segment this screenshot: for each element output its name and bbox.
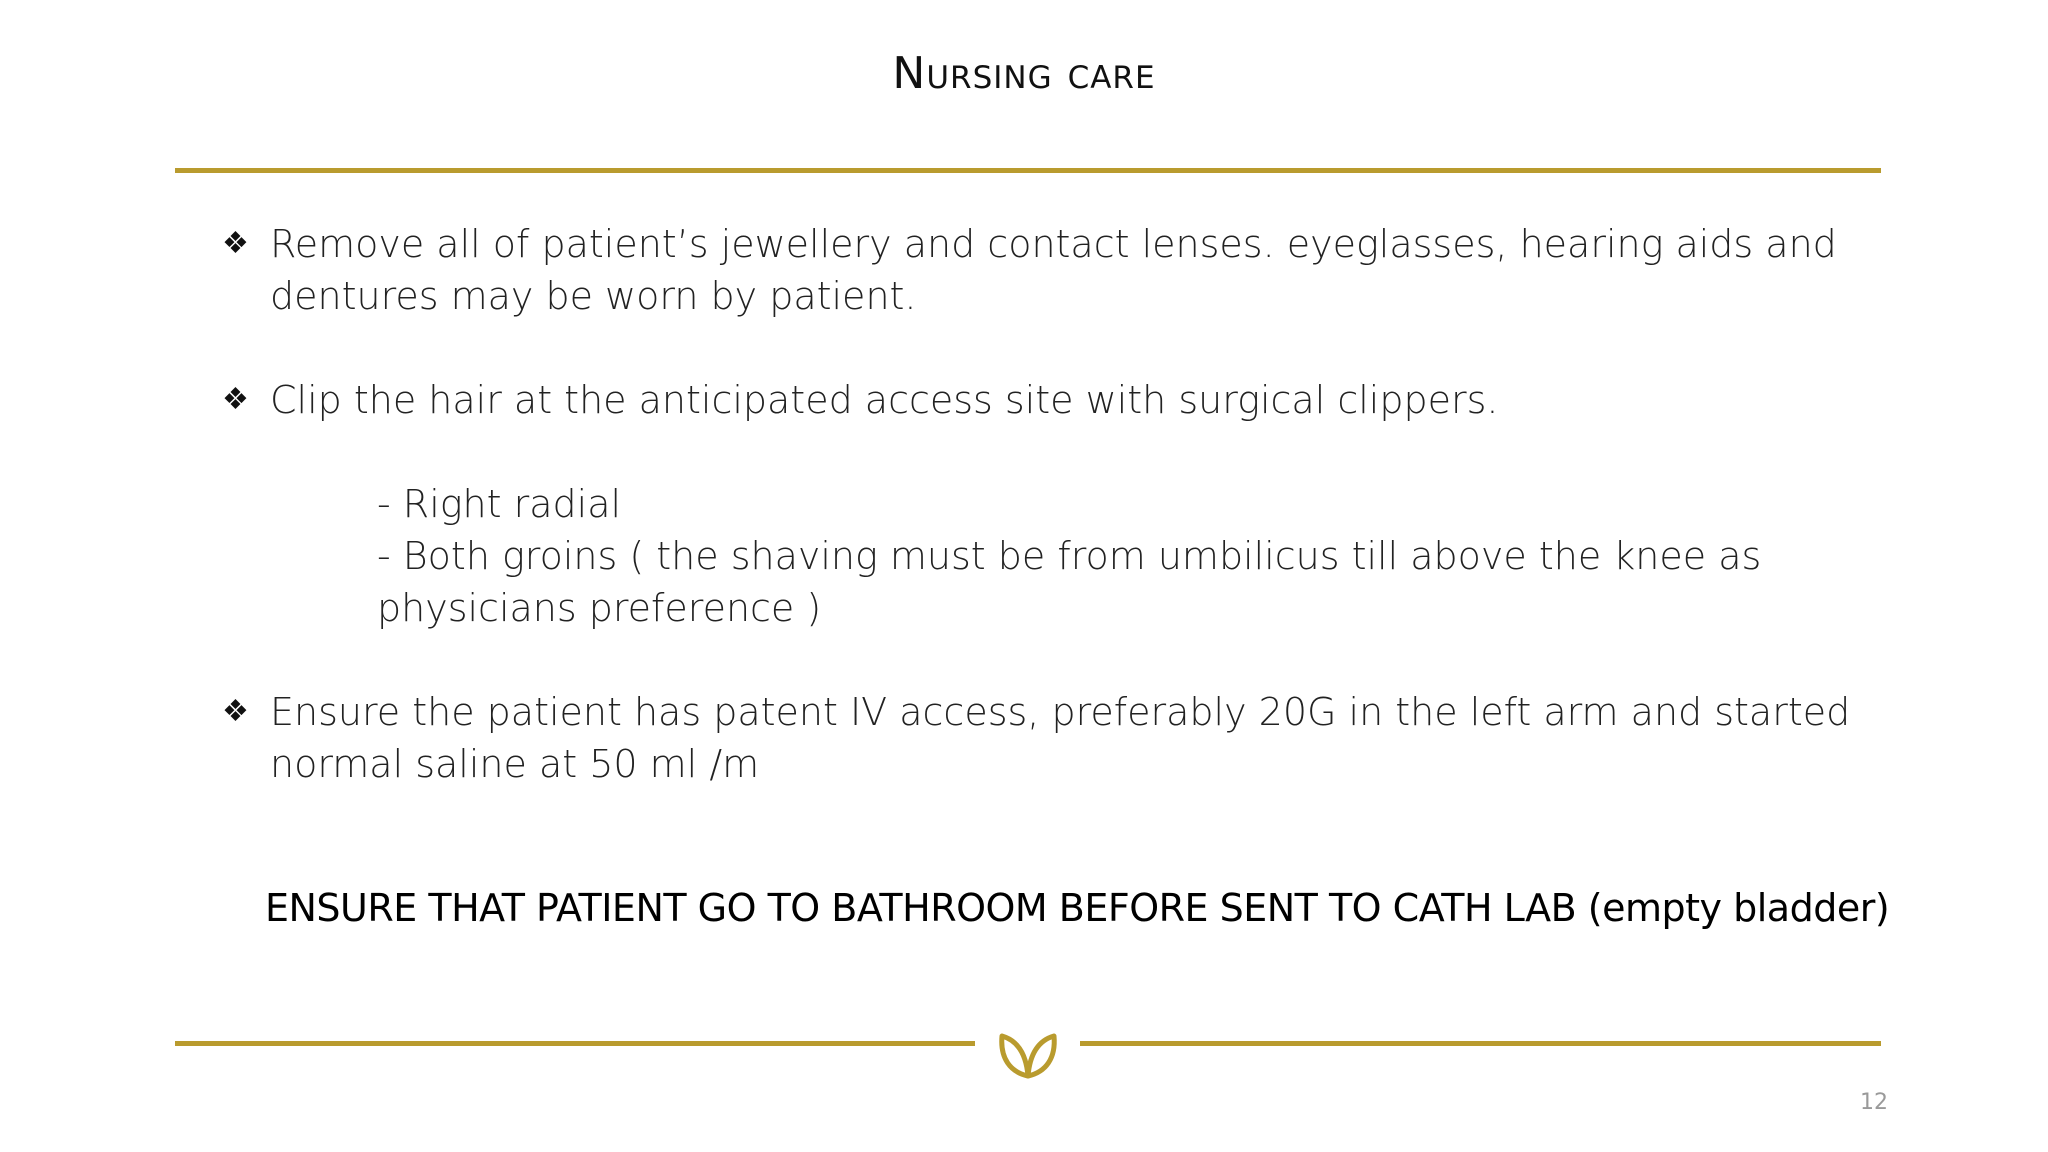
sub-list	[222, 478, 1882, 634]
bullet-text-2: Clip the hair at the anticipated access site with surgical clippers.	[270, 378, 1499, 422]
page-number: 12	[1860, 1090, 1888, 1115]
warning-note: ENSURE THAT PATIENT GO TO BATHROOM BEFORE SENT TO CATH LAB (empty bladder)	[265, 886, 1890, 930]
diamond-bullet-icon: ❖	[222, 694, 249, 729]
bullet-item-2	[222, 374, 1882, 426]
bullet-text-3: Ensure the patient has patent IV access, preferably 20G in the left arm and started normal saline at 50 ml /m	[270, 690, 1851, 786]
slide-title: Nursing care	[892, 48, 1156, 99]
sub-item-both-groins: - Both groins ( the shaving must be from umbilicus till above the knee as physicians preference )	[377, 534, 1762, 630]
slide-content	[222, 218, 1882, 790]
bottom-divider-right	[1080, 1041, 1881, 1046]
bullet-text-1: Remove all of patient’s jewellery and contact lenses. eyeglasses, hearing aids and dentures may be worn by patient.	[270, 222, 1837, 318]
bullet-item-1	[222, 218, 1882, 322]
top-divider	[175, 168, 1881, 173]
sub-item-right-radial: - Right radial	[377, 482, 622, 526]
bullet-item-3	[222, 686, 1882, 790]
leaf-icon	[992, 1016, 1064, 1082]
diamond-bullet-icon: ❖	[222, 226, 249, 261]
diamond-bullet-icon: ❖	[222, 382, 249, 417]
bottom-divider-left	[175, 1041, 975, 1046]
